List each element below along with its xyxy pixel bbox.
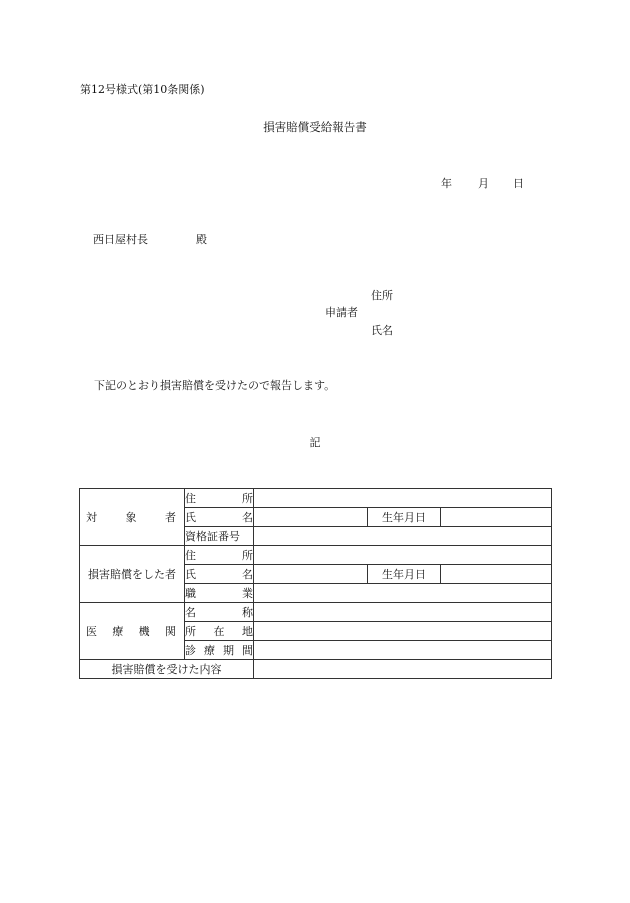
field-label-char: 名 [242,568,253,581]
form-number-label: 第12号様式(第10条関係) [80,83,205,96]
institution-location-value[interactable] [254,622,552,641]
intro-text: 下記のとおり損害賠償を受けたので報告します。 [94,379,336,392]
field-label-char: 住 [185,492,196,505]
payer-address-label [185,546,254,565]
field-label-char: 所 [242,492,253,505]
payer-group-label: 損害賠償をした者 [80,546,185,603]
date-month-label: 月 [478,177,489,190]
addressee-honorific: 殿 [196,233,207,246]
target-birth-value[interactable] [441,508,552,527]
field-label-char: 名 [242,511,253,524]
institution-name-label [185,603,254,622]
group-label-char: 療 [112,625,124,638]
ki-heading: 記 [309,436,321,449]
report-table [79,488,552,679]
payer-name-value[interactable] [254,565,368,584]
document-title: 損害賠償受給報告書 [263,120,367,134]
field-label-char: 所 [242,549,253,562]
table-row [80,660,552,679]
group-label-char: 機 [138,625,150,638]
payer-occupation-label [185,584,254,603]
table-row [80,603,552,622]
payer-birth-label: 生年月日 [368,565,441,584]
target-cert-label: 資格証番号 [185,527,254,546]
group-label-char: 医 [86,625,97,638]
payer-address-value[interactable] [254,546,552,565]
field-label-char: 氏 [185,511,196,524]
applicant-name-label: 氏名 [371,324,393,337]
target-name-label [185,508,254,527]
field-label-char: 所 [185,625,196,638]
group-label-char: 関 [164,625,176,638]
target-person-group-label [80,489,185,546]
field-label-char: 住 [185,549,196,562]
field-label-char: 診 [185,644,196,657]
field-label-char: 間 [242,644,253,657]
field-label-char: 療 [204,644,215,657]
date-year-label: 年 [441,177,452,190]
group-label-char: 者 [165,511,176,524]
target-cert-value[interactable] [254,527,552,546]
payer-occupation-value[interactable] [254,584,552,603]
addressee-name: 西日屋村長 [93,233,148,246]
field-label-char: 名 [185,606,196,619]
field-label-char: 業 [242,587,253,600]
treatment-period-value[interactable] [254,641,552,660]
date-day-label: 日 [513,177,524,190]
field-label-char: 氏 [185,568,196,581]
medical-institution-group-label [80,603,185,660]
compensation-content-label: 損害賠償を受けた内容 [80,660,254,679]
group-label-char: 象 [125,511,137,524]
target-name-value[interactable] [254,508,368,527]
group-label-char: 対 [86,511,97,524]
table-row [80,546,552,565]
treatment-period-label [185,641,254,660]
institution-location-label [185,622,254,641]
applicant-address-label: 住所 [371,289,393,302]
target-birth-label: 生年月日 [368,508,441,527]
field-label-char: 在 [213,625,225,638]
payer-birth-value[interactable] [441,565,552,584]
table-row [80,489,552,508]
payer-name-label [185,565,254,584]
field-label-char: 職 [185,587,196,600]
field-label-char: 地 [242,625,253,638]
institution-name-value[interactable] [254,603,552,622]
applicant-role-label: 申請者 [325,306,358,319]
compensation-content-value[interactable] [254,660,552,679]
field-label-char: 期 [223,644,234,657]
field-label-char: 称 [242,606,253,619]
target-address-label [185,489,254,508]
target-address-value[interactable] [254,489,552,508]
